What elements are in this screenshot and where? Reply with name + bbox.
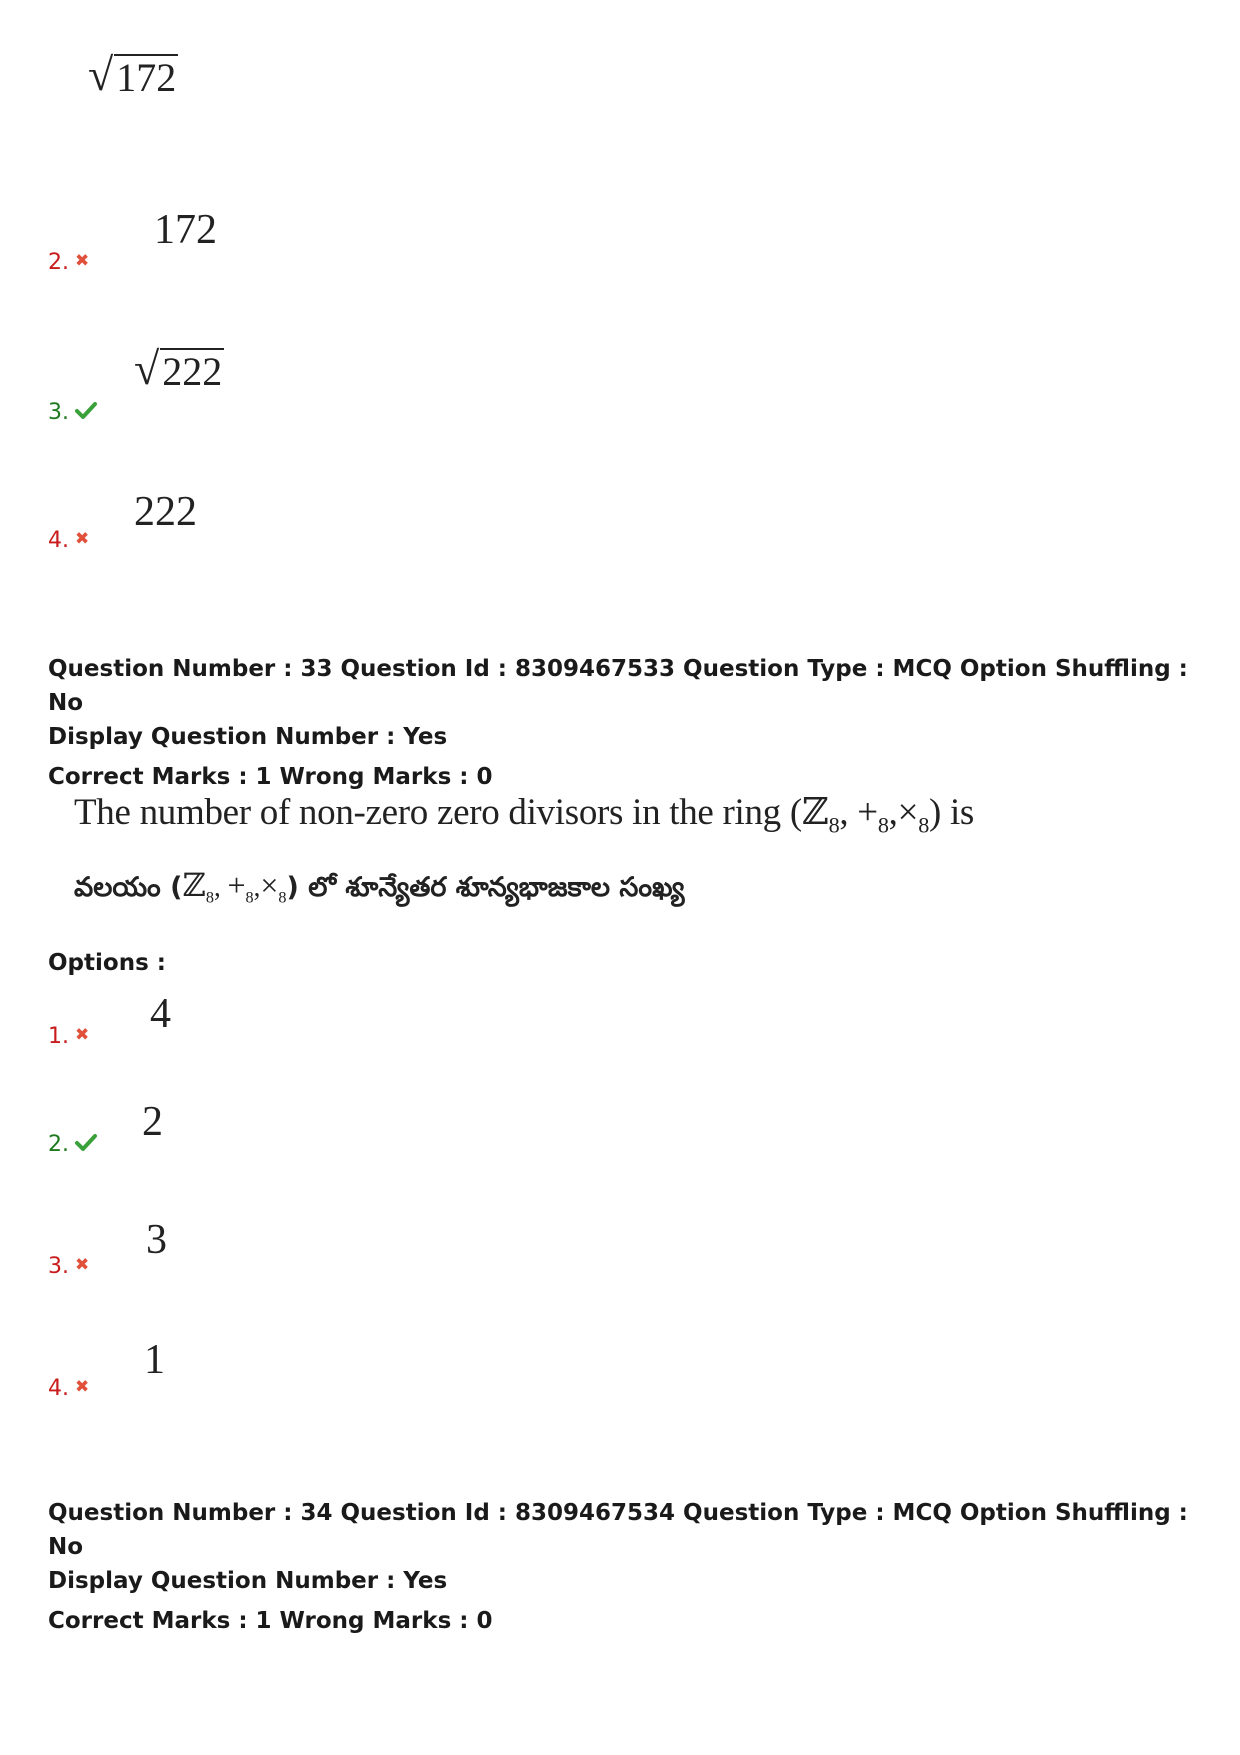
cross-icon: ✖ bbox=[75, 1025, 90, 1045]
ring-symbol: ℤ bbox=[801, 792, 829, 833]
option-number: 4. bbox=[48, 528, 69, 553]
option-value: 172 bbox=[154, 207, 217, 253]
radical-sign: √ bbox=[134, 343, 160, 394]
cross-icon: ✖ bbox=[75, 1377, 90, 1397]
times-subscript: 8 bbox=[918, 812, 929, 838]
question-meta bbox=[48, 1496, 1218, 1638]
meta-line: Correct Marks : 1 Wrong Marks : 0 bbox=[48, 764, 493, 790]
question-text-english: The number of non-zero zero divisors in the ring (ℤ$_8$, $+_8,\times_8$) is bbox=[74, 792, 975, 838]
question-text-telugu: వలయం (ℤ$_8$, $+_8,\times_8$) లో శూన్యేతర శూన్యభాజకాల సంఖ్య bbox=[74, 867, 685, 907]
sqrt-expression bbox=[134, 343, 224, 394]
check-icon bbox=[75, 401, 97, 423]
plus-operator: + bbox=[857, 792, 878, 833]
ring-subscript: 8 bbox=[828, 812, 840, 838]
telugu-text-pre: వలయం ( bbox=[74, 872, 183, 903]
option-number: 2. bbox=[48, 1132, 69, 1157]
sqrt-expression bbox=[88, 49, 178, 100]
option-row bbox=[48, 400, 97, 425]
option-value: 4 bbox=[150, 991, 171, 1037]
plus-subscript: 8 bbox=[245, 888, 254, 907]
plus-subscript: 8 bbox=[877, 812, 889, 838]
option-value: 2 bbox=[142, 1099, 163, 1145]
question-meta bbox=[48, 652, 1218, 794]
meta-line: Correct Marks : 1 Wrong Marks : 0 bbox=[48, 1608, 493, 1634]
times-subscript: 8 bbox=[278, 888, 287, 907]
radicand: 222 bbox=[162, 349, 223, 394]
ring-subscript: 8 bbox=[205, 888, 214, 907]
option-value: 222 bbox=[134, 489, 197, 535]
radicand: 172 bbox=[116, 55, 177, 100]
meta-line: Display Question Number : Yes bbox=[48, 1568, 448, 1594]
option-row bbox=[48, 528, 89, 553]
check-icon bbox=[75, 1133, 97, 1155]
option-1-image bbox=[88, 49, 178, 100]
plus-operator: + bbox=[227, 867, 246, 903]
option-number: 2. bbox=[48, 250, 69, 275]
question-text-pre: The number of non-zero zero divisors in the ring ( bbox=[74, 792, 802, 833]
telugu-text-post: ) లో శూన్యేతర శూన్యభాజకాల సంఖ్య bbox=[286, 872, 685, 903]
option-row bbox=[48, 1024, 89, 1049]
ring-symbol: ℤ bbox=[182, 867, 206, 903]
option-row bbox=[48, 250, 89, 275]
option-number: 1. bbox=[48, 1024, 69, 1049]
meta-line: Display Question Number : Yes bbox=[48, 724, 448, 750]
option-row bbox=[48, 1254, 89, 1279]
option-row bbox=[48, 1132, 97, 1157]
cross-icon: ✖ bbox=[75, 251, 90, 271]
question-text-post: ) is bbox=[928, 792, 975, 833]
option-number: 3. bbox=[48, 400, 69, 425]
times-operator: × bbox=[260, 867, 279, 903]
meta-line: Question Number : 34 Question Id : 8309467534 Question Type : MCQ Option Shuffling : No bbox=[48, 1500, 1188, 1560]
option-value bbox=[134, 343, 224, 394]
option-value: 1 bbox=[144, 1337, 165, 1383]
times-operator: × bbox=[897, 792, 919, 833]
cross-icon: ✖ bbox=[75, 529, 90, 549]
meta-line: Question Number : 33 Question Id : 8309467533 Question Type : MCQ Option Shuffling : No bbox=[48, 656, 1188, 716]
option-row bbox=[48, 1376, 89, 1401]
radical-sign: √ bbox=[88, 49, 114, 100]
cross-icon: ✖ bbox=[75, 1255, 90, 1275]
options-label: Options : bbox=[48, 950, 166, 976]
option-number: 3. bbox=[48, 1254, 69, 1279]
option-number: 4. bbox=[48, 1376, 69, 1401]
option-value: 3 bbox=[146, 1217, 167, 1263]
